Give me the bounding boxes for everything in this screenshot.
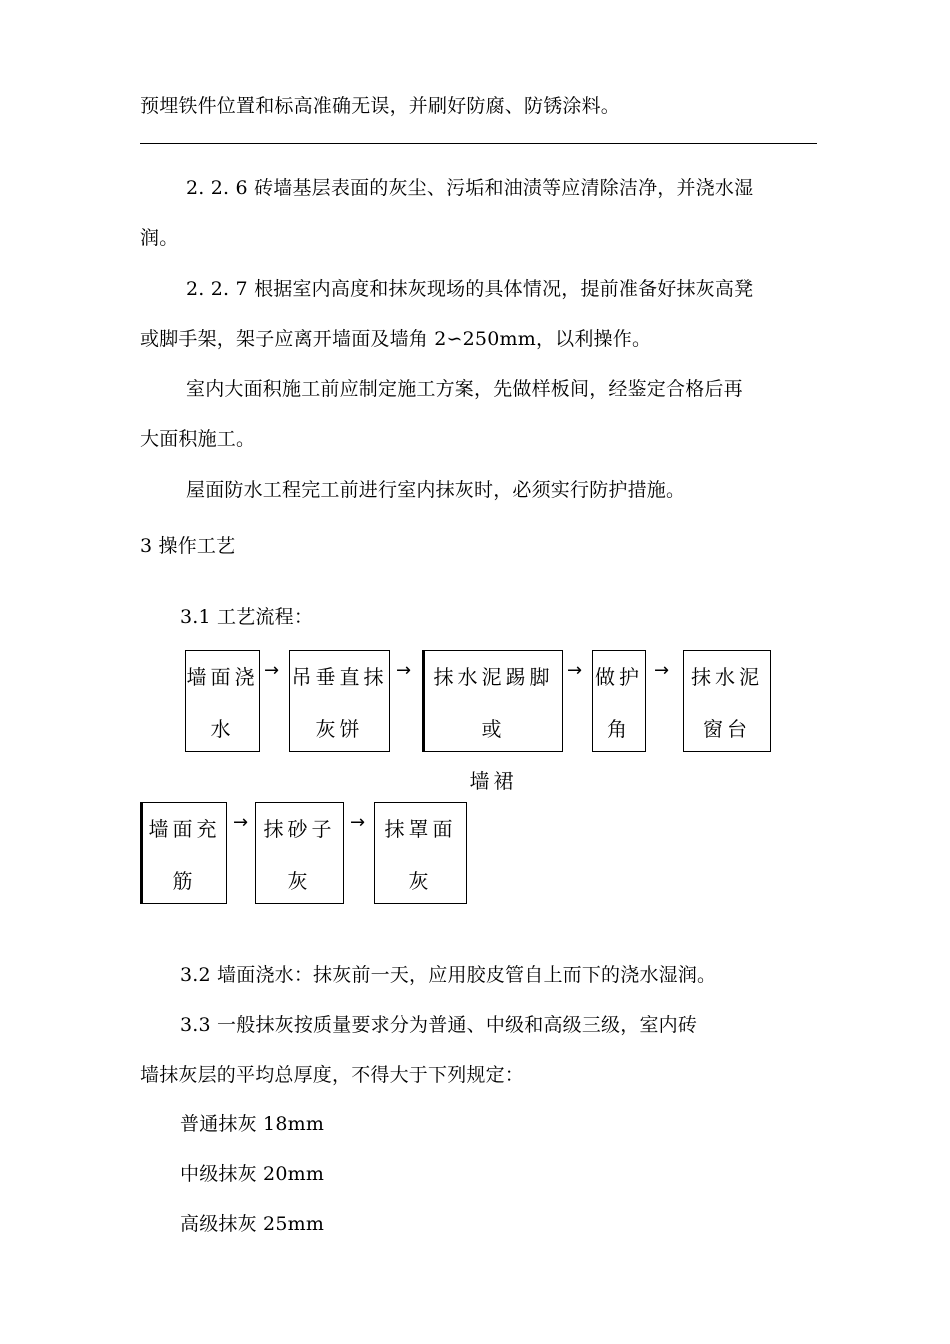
flow-step-box bbox=[422, 650, 563, 793]
paragraph-line: 大面积施工。 bbox=[140, 428, 256, 450]
flow-arrow-icon: → bbox=[233, 812, 249, 833]
flow-step-box bbox=[374, 802, 467, 904]
flow-step-label: 墙面浇 bbox=[186, 665, 259, 689]
flow-step-box bbox=[683, 650, 771, 752]
paragraph-line: 3.3 一般抹灰按质量要求分为普通、中级和高级三级，室内砖 bbox=[180, 1014, 698, 1036]
horizontal-rule bbox=[140, 143, 817, 144]
flow-step-label: 水 bbox=[210, 717, 235, 741]
flow-step-box bbox=[185, 650, 260, 752]
paragraph-line: 室内大面积施工前应制定施工方案，先做样板间，经鉴定合格后再 bbox=[186, 378, 743, 400]
flow-title: 3.1 工艺流程： bbox=[180, 606, 314, 628]
flow-step-label: 抹水泥 bbox=[691, 665, 763, 689]
flow-step-label: 窗台 bbox=[703, 717, 751, 741]
list-item: 中级抹灰 20mm bbox=[180, 1163, 325, 1185]
flow-step-label: 吊垂直抹 bbox=[291, 665, 388, 689]
flow-step-label: 灰 bbox=[287, 869, 312, 893]
flow-step-label: 做护 bbox=[595, 665, 643, 689]
flow-step-box bbox=[140, 802, 227, 904]
flow-step-label: 抹砂子 bbox=[263, 817, 336, 841]
flow-arrow-icon: → bbox=[350, 812, 366, 833]
paragraph-line: 预埋铁件位置和标高准确无误，并刷好防腐、防锈涂料。 bbox=[140, 95, 621, 117]
list-item: 普通抹灰 18mm bbox=[180, 1113, 325, 1135]
paragraph-line: 或脚手架，架子应离开墙面及墙角 2∽250mm，以利操作。 bbox=[140, 328, 652, 350]
flow-arrow-icon: → bbox=[654, 660, 670, 681]
flow-step-label: 墙面充 bbox=[148, 817, 221, 841]
paragraph-line: 屋面防水工程完工前进行室内抹灰时，必须实行防护措施。 bbox=[186, 479, 686, 501]
flow-arrow-icon: → bbox=[567, 660, 583, 681]
list-item: 高级抹灰 25mm bbox=[180, 1213, 325, 1235]
paragraph-line: 3.2 墙面浇水：抹灰前一天，应用胶皮管自上而下的浇水湿润。 bbox=[180, 964, 717, 986]
flow-step-box bbox=[255, 802, 344, 904]
flow-step-label: 角 bbox=[607, 717, 631, 741]
flow-step-label: 灰 bbox=[408, 869, 433, 893]
flow-step-label: 抹水泥踢脚或 bbox=[433, 665, 554, 741]
paragraph-line: 墙抹灰层的平均总厚度，不得大于下列规定： bbox=[140, 1064, 525, 1086]
paragraph-line: 润。 bbox=[140, 227, 179, 249]
paragraph-line: 2. 2. 6 砖墙基层表面的灰尘、污垢和油渍等应清除洁净，并浇水湿 bbox=[186, 177, 754, 199]
flow-arrow-icon: → bbox=[396, 660, 412, 681]
flow-step-box bbox=[592, 650, 646, 752]
flow-step-label: 墙裙 bbox=[469, 769, 518, 793]
flow-step-box bbox=[289, 650, 390, 752]
flow-arrow-icon: → bbox=[264, 660, 280, 681]
paragraph-line: 2. 2. 7 根据室内高度和抹灰现场的具体情况，提前准备好抹灰高凳 bbox=[186, 278, 754, 300]
section-heading: 3 操作工艺 bbox=[140, 535, 236, 557]
flow-step-label: 抹罩面 bbox=[384, 817, 457, 841]
flow-step-label: 灰饼 bbox=[315, 717, 364, 741]
flow-step-label: 筋 bbox=[172, 869, 197, 893]
